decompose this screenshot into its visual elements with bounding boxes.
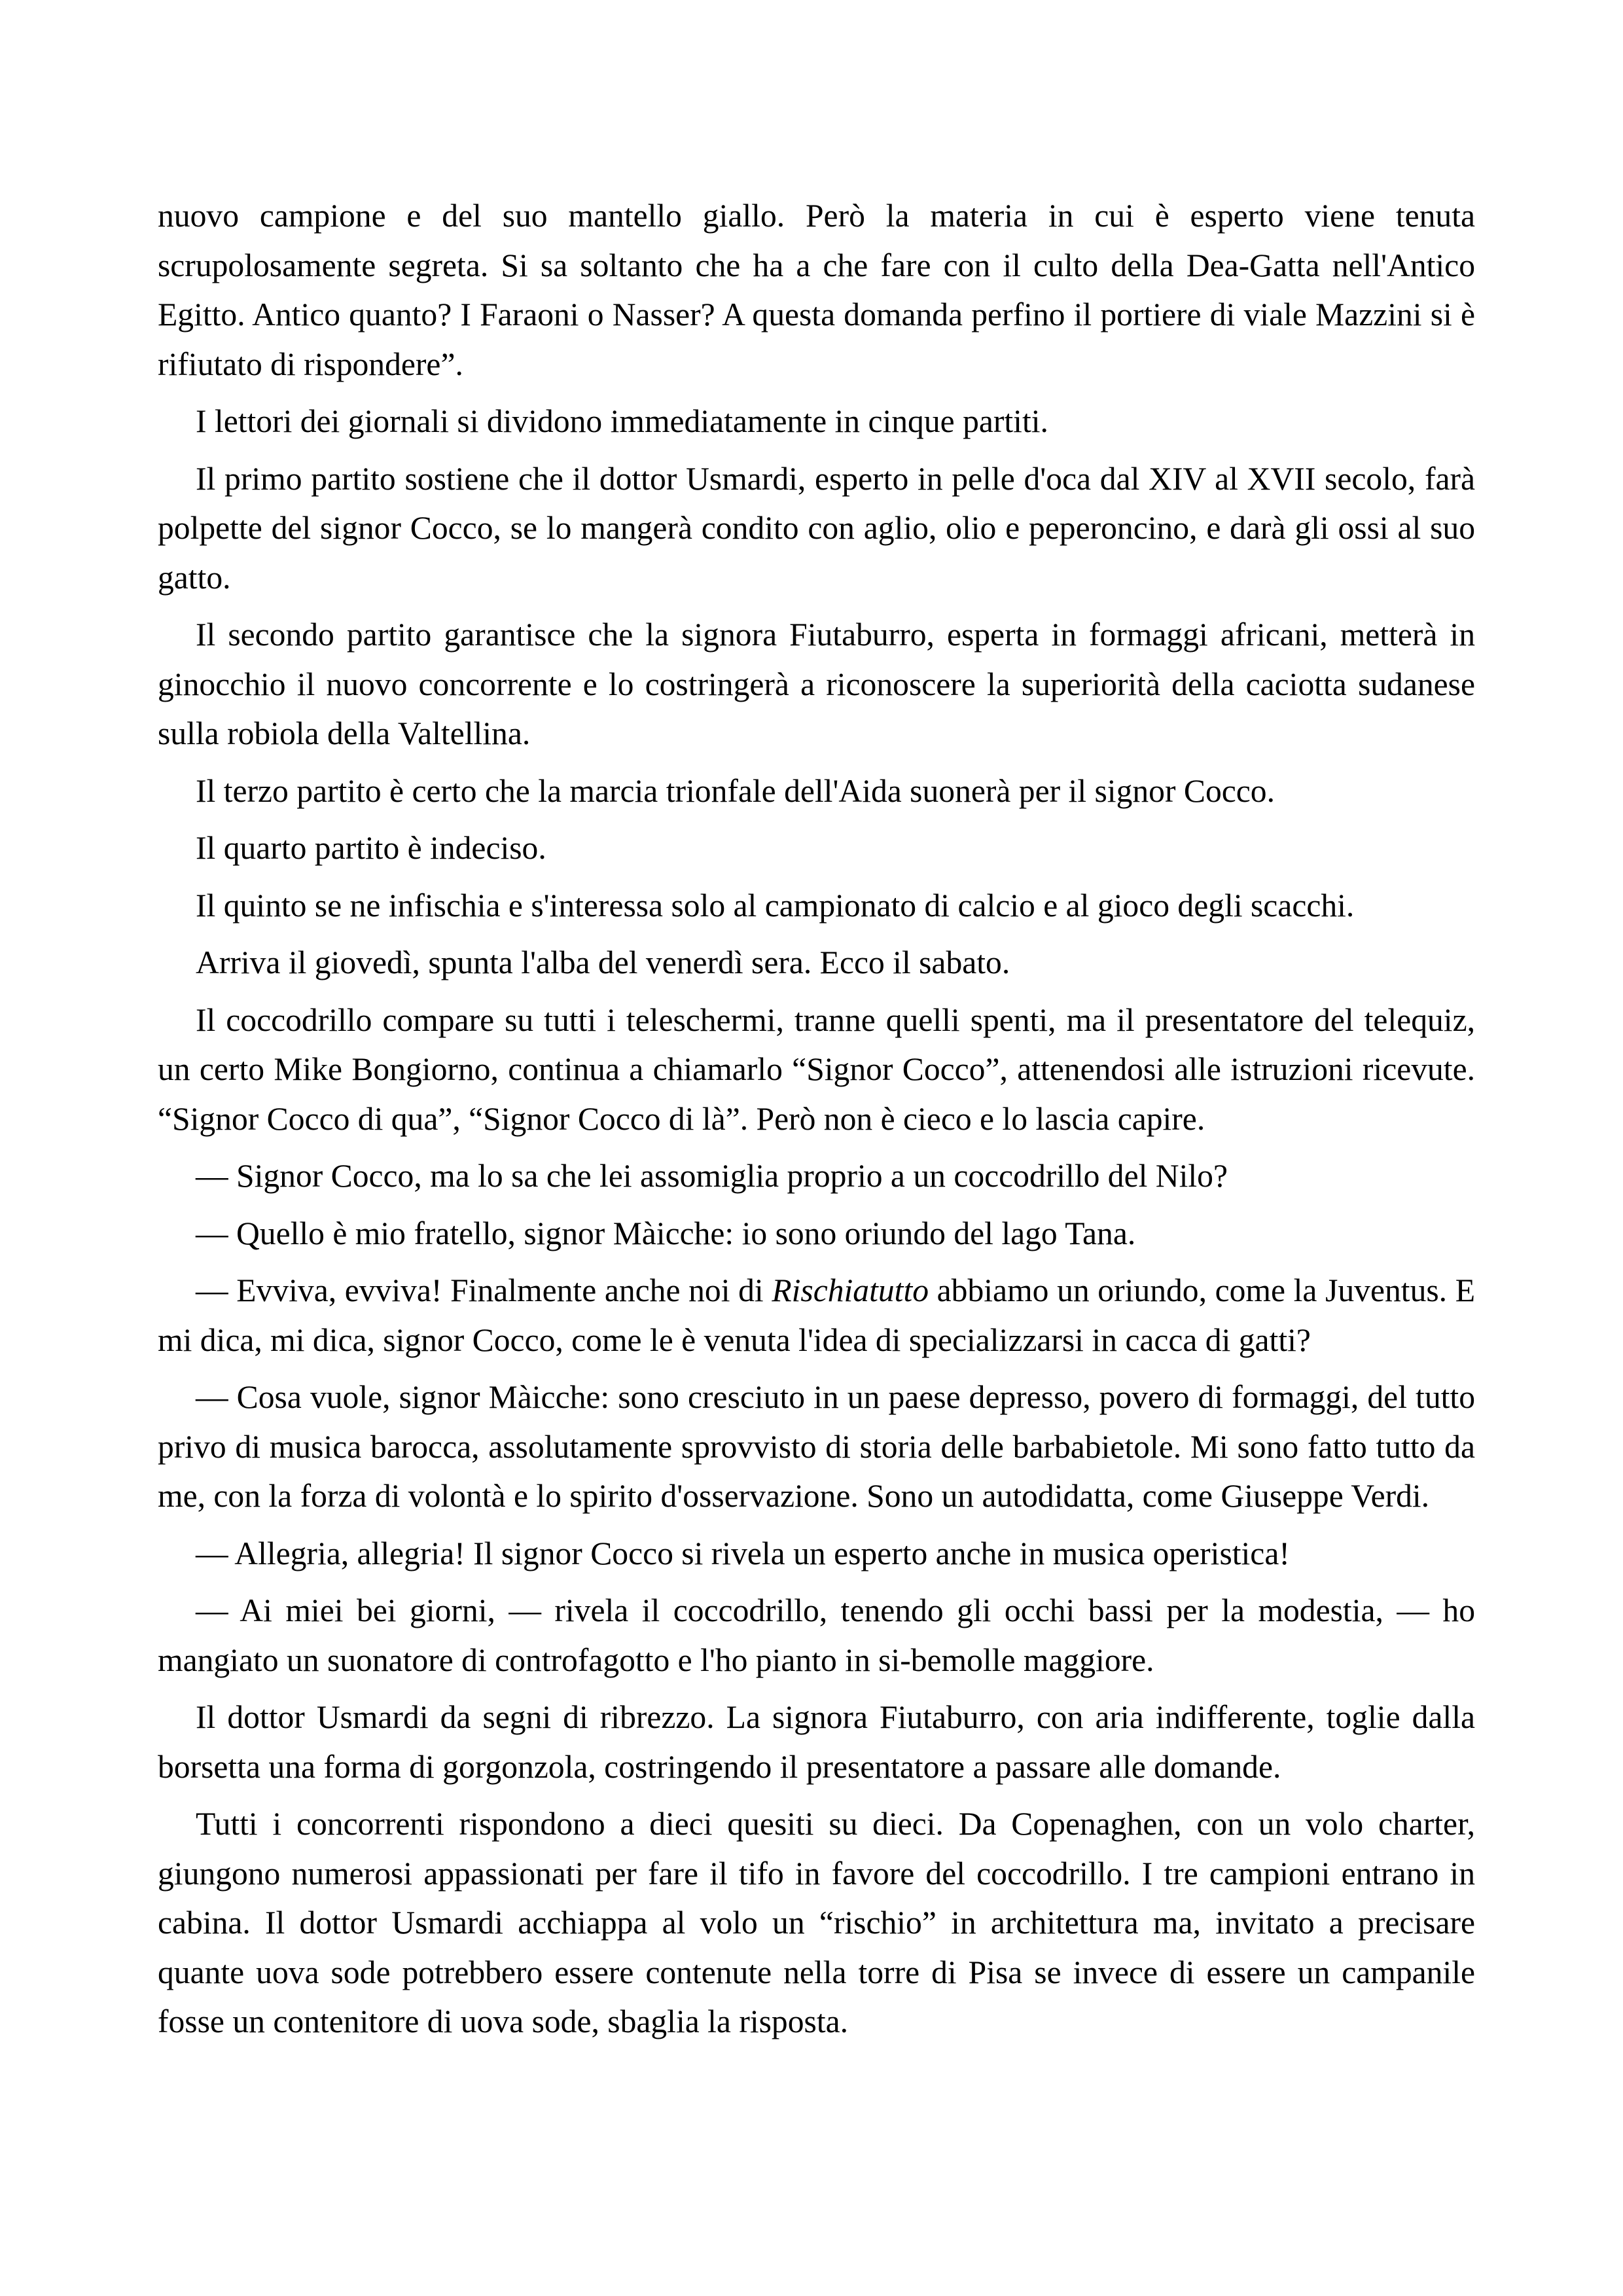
paragraph-text: abbiamo un oriundo, come la Juventus. E mi dica, mi dica, signor Cocco, come le è venuta l'idea di specializzarsi in cacca di gatti? xyxy=(158,1272,1475,1358)
paragraph: Il coccodrillo compare su tutti i teleschermi, tranne quelli spenti, ma il presentatore del telequiz, un certo Mike Bongiorno, continua a chiamarlo “Signor Cocco”, attenendosi alle istruzioni ricevute. “Signor Cocco di qua”, “Signor Cocco di là”. Però non è cieco e lo lascia capire. xyxy=(158,1001,1475,1137)
paragraph: Il secondo partito garantisce che la signora Fiutaburro, esperta in formaggi africani, metterà in ginocchio il nuovo concorrente e lo costringerà a riconoscere la superiorità della caciotta sudanese sulla robiola della Valtellina. xyxy=(158,617,1475,751)
paragraph: — Quello è mio fratello, signor Màicche: io sono oriundo del lago Tana. xyxy=(196,1215,1136,1251)
paragraph: — Cosa vuole, signor Màicche: sono cresciuto in un paese depresso, povero di formaggi, del tutto privo di musica barocca, assolutamente sprovvisto di storia delle barbabietole. Mi sono fatto tutto da me, con la forza di volontà e lo spirito d'osservazione. Sono un autodidatta, come Giuseppe Verdi. xyxy=(158,1379,1475,1514)
paragraph: nuovo campione e del suo mantello giallo. Però la materia in cui è esperto viene tenuta scrupolosamente segreta. Si sa soltanto che ha a che fare con il culto della Dea-Gatta nell'Antico Egitto. Antico quanto? I Faraoni o Nasser? A questa domanda perfino il portiere di viale Mazzini si è rifiutato di rispondere”. xyxy=(158,198,1475,382)
paragraph: Il quarto partito è indeciso. xyxy=(196,830,546,866)
show-title-italic: Rischiatutto xyxy=(772,1272,929,1308)
paragraph: — Ai miei bei giorni, — rivela il coccodrillo, tenendo gli occhi bassi per la modestia, — ho mangiato un suonatore di controfagotto e l'ho pianto in si-bemolle maggiore. xyxy=(158,1592,1475,1678)
paragraph: Tutti i concorrenti rispondono a dieci quesiti su dieci. Da Copenaghen, con un volo charter, giungono numerosi appassionati per fare il tifo in favore del coccodrillo. I tre campioni entrano in cabina. Il dottor Usmardi acchiappa al volo un “rischio” in architettura ma, invitato a precisare quante uova sode potrebbero essere contenute nella torre di Pisa se invece di essere un campanile fosse un contenitore di uova sode, sbaglia la risposta. xyxy=(158,1806,1475,2039)
paragraph: Il primo partito sostiene che il dottor Usmardi, esperto in pelle d'oca dal XIV al XVII secolo, farà polpette del signor Cocco, se lo mangerà condito con aglio, olio e peperoncino, e darà gli ossi al suo gatto. xyxy=(158,460,1475,596)
paragraph: Il dottor Usmardi da segni di ribrezzo. La signora Fiutaburro, con aria indifferente, toglie dalla borsetta una forma di gorgonzola, costringendo il presentatore a passare alle domande. xyxy=(158,1699,1475,1785)
paragraph: Il terzo partito è certo che la marcia trionfale dell'Aida suonerà per il signor Cocco. xyxy=(196,772,1275,809)
paragraph: — Signor Cocco, ma lo sa che lei assomiglia proprio a un coccodrillo del Nilo? xyxy=(196,1158,1228,1194)
paragraph: I lettori dei giornali si dividono immediatamente in cinque partiti. xyxy=(196,403,1048,439)
paragraph: Il quinto se ne infischia e s'interessa solo al campionato di calcio e al gioco degli scacchi. xyxy=(196,887,1355,924)
paragraph-text: — Evviva, evviva! Finalmente anche noi di xyxy=(196,1272,772,1308)
paragraph: — Allegria, allegria! Il signor Cocco si rivela un esperto anche in musica operistica! xyxy=(196,1535,1290,1571)
document-page xyxy=(158,191,1475,2047)
paragraph xyxy=(158,1266,1475,1365)
paragraph: Arriva il giovedì, spunta l'alba del venerdì sera. Ecco il sabato. xyxy=(196,944,1010,980)
